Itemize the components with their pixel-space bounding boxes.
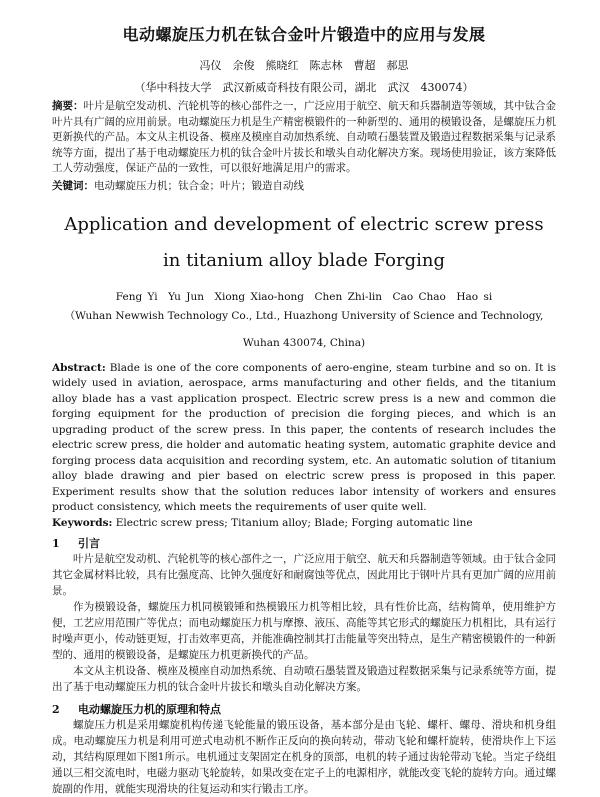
paper-title-cn: 电动螺旋压力机在钛合金叶片锻造中的应用与发展 [122, 25, 486, 44]
paragraph: 螺旋压力机是采用螺旋机构传递飞轮能量的锻压设备，基本部分是由飞轮、螺杆、螺母、滑块和机身组成。电动螺旋压力机是利用可逆式电动机不断作正反向的换向转动，带动飞轮和螺杆旋转，使滑块作上下运动，其结构原理如下图1所示。电机通过支架固定在机身的顶部，电机的转子通过齿轮带动飞轮。当定子绕组通以三相交流电时，电磁力驱动飞轮旋转，如果改变在定子上的电源相序，就能改变飞轮的旋转方向。通过螺旋副的作用，就能实现滑块的往复运动和实行锻击工序。 [52, 718, 556, 795]
section-title: 引言 [78, 536, 100, 550]
section-number: 2 [52, 702, 60, 716]
affiliation-cn: （华中科技大学 武汉新威奇科技有限公司，湖北 武汉 430074） [134, 81, 474, 94]
authors-en: Feng Yi Yu Jun Xiong Xiao-hong Chen Zhi-lin Cao Chao Hao si [115, 290, 493, 303]
section-title: 电动螺旋压力机的原理和特点 [78, 702, 221, 716]
abstract-en-text: Blade is one of the core components of aero-engine, steam turbine and so on. It is widely used in aviation, aerospace, arms manufacturing and other fields, and the titanium alloy blade has a vast application prospect. Electric screw press is a new and common die forging equipment for the production of precision die forging pieces, and which is an upgrading product of the screw press. In this paper, the contents of research includes the electric screw press, die holder and automatic heating system, automatic graphite device and forging process data acquisition and recording system, etc. An automatic solution of titanium alloy blade drawing and pier based on electric screw press is proposed in this paper. Experiment results show that the solution reduces labor intensity of workers and ensures product consistency, which meets the requirements of user quite well. [52, 361, 557, 513]
section-heading-1 [52, 535, 556, 551]
paragraph: 叶片是航空发动机、汽轮机等的核心部件之一，广泛应用于航空、航天和兵器制造等领域。由于钛合金同其它金属材料比较，具有比强度高、比钟久强度好和耐腐蚀等优点，因此用比于钢叶片具有更加广阔的应用前景。 [52, 552, 556, 597]
keywords-cn-text: 电动螺旋压力机；钛合金；叶片；锻造自动线 [94, 179, 304, 192]
keywords-en [52, 517, 556, 529]
paragraph: 作为模锻设备，螺旋压力机同模锻锤和热模锻压力机等相比较，具有性价比高，结构简单，使用维护方便，工艺应用范围广等优点；而电动螺旋压力机与摩擦、液压、高能等其它形式的螺旋压力机相比，具有运行时噪声更小，传动链更短，打击效率更高，并能准确控制其打击能量等突出特点，是生产精密模锻件的一种新型的、通用的模锻设备，是螺旋压力机更新换代的产品。 [52, 600, 556, 661]
abstract-en [52, 361, 556, 516]
affiliation-en: （Wuhan Newwish Technology Co., Ltd., Huazhong University of Science and Technology, [64, 309, 544, 322]
abstract-cn [52, 99, 556, 177]
keywords-en-label: Keywords: [52, 516, 113, 529]
city-en: Wuhan 430074, China) [242, 336, 366, 349]
abstract-cn-text: 叶片是航空发动机、汽轮机等的核心部件之一，广泛应用于航空、航天和兵器制造等领域，其中钛合金叶片具有广阔的应用前景。电动螺旋压力机是生产精密模锻件的一种新型的、通用的模锻设备，是螺旋压力机更新换代的产品。本文从主机设备、模座及模座自动加热系统、自动喷石墨装置及锻造过程数据采集与记录系统等方面，提出了基于电动螺旋压力机的钛合金叶片拔长和墩头自动化解决方案。现场使用验证，该方案降低工人劳动强度，保证产品的一致性，可以很好地满足用户的需求。 [52, 100, 556, 174]
authors-cn: 冯仪 余俊 熊晓红 陈志林 曹超 郝思 [199, 59, 409, 72]
section-heading-2 [52, 701, 556, 717]
abstract-cn-label: 摘要： [52, 100, 84, 112]
title-en-line1: Application and development of electric screw press [64, 213, 544, 235]
title-en-line2: in titanium alloy blade Forging [163, 249, 445, 271]
keywords-cn-label: 关键词： [52, 179, 94, 192]
section-number: 1 [52, 536, 60, 550]
keywords-cn [52, 178, 556, 193]
paper-title-en [52, 207, 556, 279]
paragraph: 本文从主机设备、模座及模座自动加热系统、自动喷石墨装置及锻造过程数据采集与记录系统等方面，提出了基于电动螺旋压力机的钛合金叶片拔长和墩头自动化解决方案。 [52, 664, 556, 693]
abstract-en-label: Abstract: [52, 361, 106, 374]
keywords-en-text: Electric screw press; Titanium alloy; Blade; Forging automatic line [115, 516, 473, 529]
